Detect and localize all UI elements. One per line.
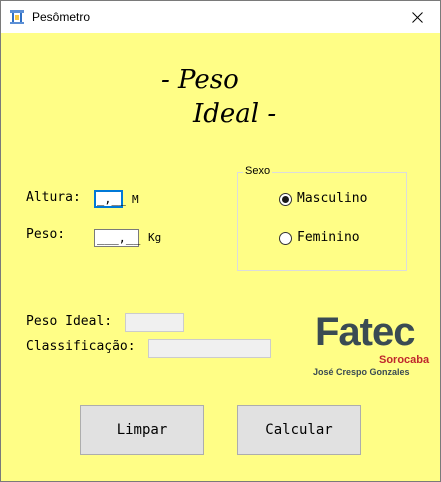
- altura-label: Altura:: [26, 190, 81, 205]
- heading-line-1: - Peso: [161, 65, 239, 95]
- close-icon: [412, 12, 423, 23]
- peso-input[interactable]: ___,__: [94, 229, 139, 247]
- close-button[interactable]: [394, 1, 440, 33]
- radio-selected-dot: [282, 196, 289, 203]
- fatec-logo: Fatec: [315, 310, 415, 354]
- masculino-label[interactable]: Masculino: [297, 191, 368, 206]
- window-title: Pesômetro: [32, 10, 91, 24]
- peso-ideal-label: Peso Ideal:: [26, 314, 113, 329]
- peso-ideal-output: [125, 313, 184, 332]
- classificacao-label: Classificação:: [26, 339, 136, 354]
- altura-unit: M: [132, 193, 139, 206]
- fatec-logo-city: Sorocaba: [379, 354, 430, 366]
- calcular-button[interactable]: Calcular: [237, 405, 361, 455]
- masculino-radio[interactable]: [279, 193, 292, 206]
- classificacao-output: [148, 339, 271, 358]
- peso-unit: Kg: [148, 231, 162, 244]
- app-icon: [9, 9, 25, 25]
- heading-line-2: Ideal -: [193, 99, 277, 129]
- sexo-groupbox: [237, 172, 407, 271]
- limpar-button[interactable]: Limpar: [80, 405, 204, 455]
- feminino-label[interactable]: Feminino: [297, 230, 360, 245]
- fatec-logo-name: José Crespo Gonzales: [313, 367, 410, 377]
- altura-input[interactable]: _,__: [94, 190, 123, 208]
- sexo-group-title: Sexo: [245, 165, 271, 177]
- peso-label: Peso:: [26, 227, 66, 242]
- client-area: [1, 33, 440, 481]
- title-bar[interactable]: [1, 1, 440, 33]
- feminino-radio[interactable]: [279, 232, 292, 245]
